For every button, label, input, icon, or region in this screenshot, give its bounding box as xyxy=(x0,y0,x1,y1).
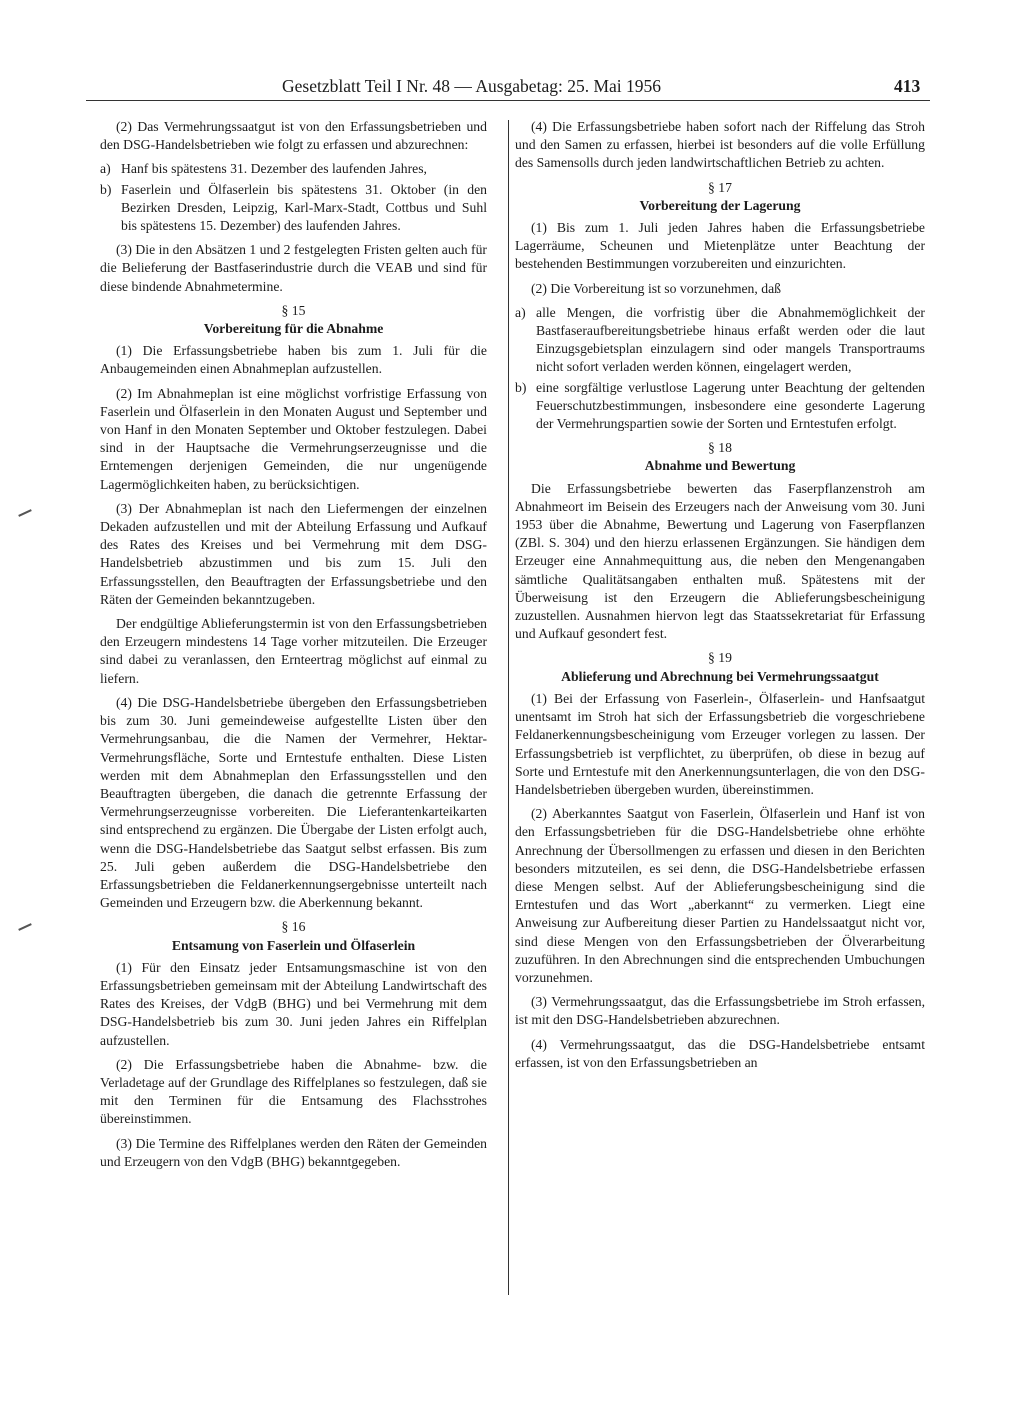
enumerated-list xyxy=(100,160,487,235)
list-marker: a) xyxy=(515,304,526,320)
paragraph: Der endgültige Ablieferungstermin ist von den Erfassungsbetrieben den Erzeugern mindestens 14 Tage vorher mitzuteilen. Die Erzeuger sind dabei zu veranlassen, den Ernteertrag möglichst auf einmal zu liefern. xyxy=(100,616,487,686)
list-marker: a) xyxy=(100,161,111,177)
paragraph: (1) Bis zum 1. Juli jeden Jahres haben die Erfassungsbetriebe Lagerräume, Scheunen und Mietenplätze unter Beachtung der bestehenden Bestimmungen vorzubereiten und einzurichten. xyxy=(515,220,925,272)
paragraph: (2) Aberkanntes Saatgut von Faserlein, Ölfaserlein und Hanf ist von den Erfassungsbetrieben für die DSG-Handelsbetriebe ohne erhöhte Anrechnung der Übersollmengen zu erfassen und diesen in den Berichten besonders mitzuteilen, es sei denn, die DSG-Handelsbetriebe erfassen diese Mengen selbst. Auf der Ablieferungsbescheinigung sind die Erntestufen und das Wort „aberkannt“ zu vermerken. Liegt eine Anweisung zur Aufbereitung dieser Partien zu Handelssaatgut nicht vor, sind diese Mengen von den Erfassungsbetrieben der Ölverarbeitung zuzuführen. In den Abrechnungen sind die entsprechenden Umbuchungen vorzunehmen. xyxy=(515,806,925,985)
paragraph: (1) Bei der Erfassung von Faserlein-, Ölfaserlein- und Hanfsaatgut unentsamt im Stroh hat sich der Erfassungsbetrieb die vorgeschriebene Feldanerkennungsbescheinigung vom Erzeuger vorlegen zu lassen. Der Erfassungsbetrieb ist verpflichtet, zu überprüfen, ob diese in bezug auf Sorte und Erntestufe mit den Anerkennungsunterlagen, die von den DSG-Handelsbetrieben übergeben wurden, übereinstimmen. xyxy=(515,690,925,797)
section-title: Ablieferung und Abrechnung bei Vermehrungssaatgut xyxy=(561,668,879,684)
enumerated-list xyxy=(515,304,925,433)
margin-mark xyxy=(18,509,32,517)
section-title: Entsamung von Faserlein und Ölfaserlein xyxy=(171,937,416,953)
paragraph: (1) Für den Einsatz jeder Entsamungsmaschine ist von den Erfassungsbetrieben gemeinsam mit der Abteilung Landwirtschaft des Rates des Kreises, der VdgB (BHG) und bei Vermehrung mit dem DSG-Handelsbetrieb bis zum 30. Juni jeden Jahres ein Riffelplan aufzustellen. xyxy=(100,959,487,1048)
section-title: Vorbereitung für die Abnahme xyxy=(203,321,384,337)
right-column xyxy=(515,118,925,1078)
section-number: § 19 xyxy=(708,650,732,666)
paragraph: (4) Die DSG-Handelsbetriebe übergeben den Erfassungsbetrieben bis zum 30. Juni gemeindeweise aufgestellte Listen über den Vermehrungsanbau, die die Namen der Vermehrer, Hektar-Vermehrungsfläche, Sorte und Erntestufe enthalten. Diese Listen werden mit dem Abnahmeplan den Erfassungsstellen und den Beauftragten übergeben, die danach die getrennte Erfassung der Vermehrungserzeugnisse vorbereiten. Die Lieferantenkarteikarten sind entsprechend zu ergänzen. Die Übergabe der Listen erfolgt auch, wenn die DSG-Handelsbetriebe das Saatgut selbst erfassen. Bis zum 25. Juli geben außerdem die DSG-Handelsbetriebe den Erfassungsbetrieben die Feldanerkennungsergebnisse unterteilt nach Gemeinden und Erzeugern bzw. die Aberkennung bekannt. xyxy=(100,694,487,911)
list-item xyxy=(100,181,487,236)
list-item xyxy=(100,160,487,178)
list-marker: b) xyxy=(515,379,527,395)
section-title: Vorbereitung der Lagerung xyxy=(639,197,801,213)
paragraph: (2) Die Erfassungsbetriebe haben die Abnahme- bzw. die Verladetage auf der Grundlage des Riffelplanes so festzulegen, daß sie mit den Terminen für die Entsamung des Flachsstrohes übereinstimmen. xyxy=(100,1056,487,1127)
left-column xyxy=(100,118,487,1177)
list-item-text: Faserlein und Ölfaserlein bis spätestens 31. Oktober (in den Bezirken Dresden, Leipzig, Karl-Marx-Stadt, Cottbus und Suhl bis spätestens 15. Dezember) des laufenden Jahres. xyxy=(121,181,487,234)
paragraph: (3) Die in den Absätzen 1 und 2 festgelegten Fristen gelten auch für die Belieferung der Bastfaserindustrie durch die VEAB und sind für diese bindende Abnahmetermine. xyxy=(100,242,487,294)
paragraph: Die Erfassungsbetriebe bewerten das Faserpflanzenstroh am Abnahmeort im Beisein des Erzeugers nach der Anweisung vom 30. Juni 1953 über die Abnahme, Bewertung und Lagerung von Faserpflanzen (ZBl. S. 304) und den hierzu erlassenen Ergänzungen. Sie händigen dem Erzeuger eine Annahmequittung aus, die neben den Mengenangaben sämtliche Qualitätsangaben enthalten muß. Spätestens mit der Überweisung ist den Erzeugern die Ablieferungsbescheinigung zuzustellen. Ausnahmen hiervon legt das Staatssekretariat für Erfassung und Aufkauf gesondert fest. xyxy=(515,480,925,642)
margin-mark xyxy=(18,923,32,931)
page-number: 413 xyxy=(894,76,921,96)
list-marker: b) xyxy=(100,181,112,197)
section-number: § 15 xyxy=(281,302,306,318)
paragraph: (2) Im Abnahmeplan ist eine möglichst vorfristige Erfassung von Faserlein und Ölfaserlein in den Monaten August und September und von Hanf in den Monaten September und Oktober festzulegen. Dabei sind in der Hauptsache die Vermehrungserzeugnisse und die Erntemengen derjenigen Gemeinden, die nur ungenügende Lagermöglichkeiten haben, zu berücksichtigen. xyxy=(100,385,487,492)
paragraph: (2) Das Vermehrungssaatgut ist von den Erfassungsbetrieben und den DSG-Handelsbetrieben wie folgt zu erfassen und abzurechnen: xyxy=(100,119,487,153)
paragraph: (2) Die Vorbereitung ist so vorzunehmen, daß xyxy=(531,280,781,296)
paragraph: (3) Vermehrungssaatgut, das die Erfassungsbetriebe im Stroh erfassen, ist mit den DSG-Handelsbetrieben abzurechnen. xyxy=(515,994,925,1028)
list-item xyxy=(515,379,925,434)
list-item xyxy=(515,304,925,377)
paragraph: (1) Die Erfassungsbetriebe haben bis zum 1. Juli für die Anbaugemeinden einen Abnahmeplan aufzustellen. xyxy=(100,343,487,377)
page-header xyxy=(0,76,930,100)
list-item-text: eine sorgfältige verlustlose Lagerung unter Beachtung der geltenden Feuerschutzbestimmungen, insbesondere eine gesonderte Lagerung der Vermehrungspartien sowie der Sorten und Erntestufen erfolgt. xyxy=(536,379,925,432)
header-rule xyxy=(86,100,930,101)
section-number: § 18 xyxy=(708,440,732,456)
header-title: Gesetzblatt Teil I Nr. 48 — Ausgabetag: 25. Mai 1956 xyxy=(282,76,662,96)
section-number: § 16 xyxy=(281,919,306,935)
paragraph: (4) Die Erfassungsbetriebe haben sofort nach der Riffelung das Stroh und den Samen zu erfassen, hierbei ist besonders auf die volle Erfüllung des Samensolls durch jeden landwirtschaftlichen Betrieb zu achten. xyxy=(515,119,925,171)
paragraph: (4) Vermehrungssaatgut, das die DSG-Handelsbetriebe entsamt erfassen, ist von den Erfassungsbetrieben an xyxy=(515,1036,925,1070)
section-number: § 17 xyxy=(708,179,732,195)
paragraph: (3) Der Abnahmeplan ist nach den Liefermengen der einzelnen Dekaden aufzustellen und mit der Abteilung Erfassung und Aufkauf des Rates des Kreises und bei Vermehrung mit dem DSG-Handelsbetrieb abzustimmen und bis zum 15. Juli den Erfassungsstellen, den Beauftragten der Erfassungsbetriebe und den Räten der Gemeinden bekanntzugeben. xyxy=(100,500,487,607)
section-title: Abnahme und Bewertung xyxy=(644,458,796,474)
list-item-text: alle Mengen, die vorfristig über die Abnahmemöglichkeit der Bastfaseraufbereitungsbetriebe hinaus erfaßt werden oder die laut Einzugsgebietsplan einzulagern sind oder mangels Transportraums nicht sofort verladen werden können, eingelagert werden, xyxy=(536,304,925,375)
column-divider xyxy=(508,120,509,1295)
list-item-text: Hanf bis spätestens 31. Dezember des laufenden Jahres, xyxy=(121,161,427,177)
paragraph: (3) Die Termine des Riffelplanes werden den Räten der Gemeinden und Erzeugern von den VdgB (BHG) bekanntgegeben. xyxy=(100,1135,487,1169)
